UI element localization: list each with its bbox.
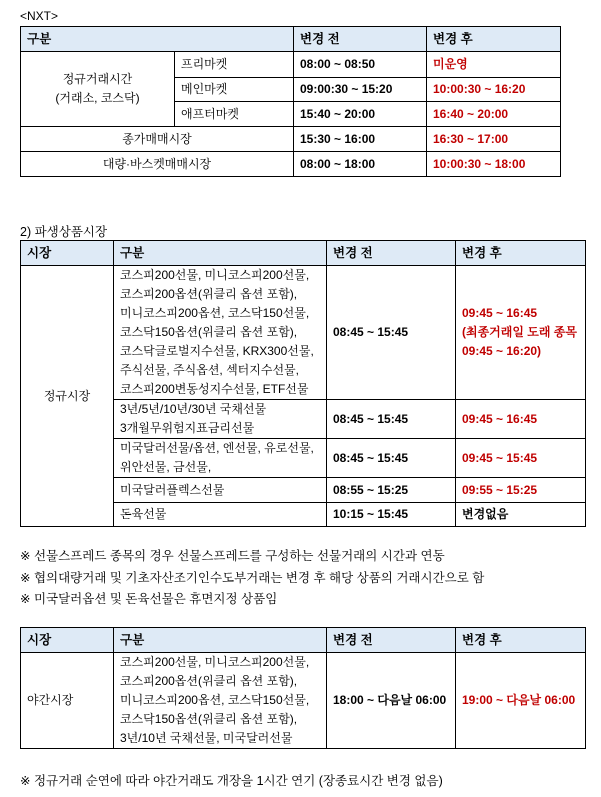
item: 위안선물, 금선물, [120, 460, 212, 474]
item: 코스닥150옵션(위클리 옵션 포함), [120, 712, 298, 726]
table-row [21, 127, 561, 152]
header-category: 구분 [114, 628, 327, 653]
item: 3년/5년/10년/30년 국채선물 [120, 402, 267, 416]
item: 3개월무위험지표금리선물 [120, 421, 255, 435]
item: 주식선물, 주식옵션, 섹터지수선물, [120, 363, 299, 377]
category-items [114, 400, 327, 439]
group-label-line2: (거래소, 코스닥) [55, 91, 140, 105]
table-row [21, 52, 561, 78]
before-value: 15:40 ~ 20:00 [294, 102, 427, 127]
before-value: 15:30 ~ 16:00 [294, 127, 427, 152]
before-value: 18:00 ~ 다음날 06:00 [327, 653, 456, 749]
item: 코스피200선물, 미니코스피200선물, [120, 268, 310, 282]
night-table [20, 627, 586, 749]
sub-name: 애프터마켓 [175, 102, 294, 127]
item: 돈육선물 [120, 507, 167, 521]
derivatives-title: 2) 파생상품시장 [20, 225, 108, 239]
sub-name: 프리마켓 [175, 52, 294, 78]
header-before: 변경 전 [327, 241, 456, 266]
item: 미니코스피200옵션, 코스닥150선물, [120, 306, 310, 320]
item: 코스피200선물, 미니코스피200선물, [120, 655, 310, 669]
header-before: 변경 전 [327, 628, 456, 653]
category-items [114, 478, 327, 503]
item: 코스닥150옵션(위클리 옵션 포함), [120, 325, 298, 339]
item: 미국달러선물/옵션, 엔선물, 유로선물, [120, 441, 314, 455]
category-items [114, 439, 327, 478]
after-value: 16:30 ~ 17:00 [427, 127, 561, 152]
market-name: 정규시장 [21, 266, 114, 527]
after-line: (최종거래일 도래 종목 [462, 325, 577, 339]
header-market: 시장 [21, 241, 114, 266]
item: 미니코스피200옵션, 코스닥150선물, [120, 693, 310, 707]
after-value: 19:00 ~ 다음날 06:00 [456, 653, 586, 749]
after-value [456, 439, 586, 478]
sub-name: 메인마켓 [175, 78, 294, 102]
header-market: 시장 [21, 628, 114, 653]
header-category: 구분 [21, 27, 294, 52]
note: ※ 정규거래 순연에 따라 야간거래도 개장을 1시간 연기 (장종료시간 변경 없음) [20, 774, 443, 788]
after-line: 09:45 ~ 16:45 [462, 306, 538, 320]
before-value: 09:00:30 ~ 15:20 [294, 78, 427, 102]
before-value: 08:45 ~ 15:45 [327, 439, 456, 478]
after-value: 미운영 [427, 52, 561, 78]
after-line: 09:45 ~ 16:45 [462, 411, 538, 426]
item: 3년/10년 국채선물, 미국달러선물 [120, 731, 293, 745]
after-value: 10:00:30 ~ 16:20 [427, 78, 561, 102]
table-header [21, 27, 561, 52]
note: ※ 미국달러옵션 및 돈육선물은 휴면지정 상품임 [20, 592, 278, 606]
group-label [21, 52, 175, 127]
after-line: 09:55 ~ 15:25 [462, 482, 538, 497]
header-after: 변경 후 [456, 628, 586, 653]
item: 코스피200옵션(위클리 옵션 포함), [120, 287, 298, 301]
before-value: 08:45 ~ 15:45 [327, 266, 456, 400]
table-header [21, 241, 586, 266]
before-value: 08:45 ~ 15:45 [327, 400, 456, 439]
before-value: 08:00 ~ 08:50 [294, 52, 427, 78]
after-line: 09:45 ~ 16:20) [462, 344, 542, 358]
group-label-line1: 정규거래시간 [62, 72, 133, 86]
before-value: 10:15 ~ 15:45 [327, 503, 456, 527]
item: 미국달러플렉스선물 [120, 482, 225, 497]
after-value: 10:00:30 ~ 18:00 [427, 152, 561, 177]
after-value [456, 266, 586, 400]
header-after: 변경 후 [456, 241, 586, 266]
header-category: 구분 [114, 241, 327, 266]
item: 코스닥글로벌지수선물, KRX300선물, [120, 344, 314, 358]
nxt-table [20, 26, 561, 177]
item: 코스피200변동성지수선물, ETF선물 [120, 382, 309, 396]
item: 코스피200옵션(위클리 옵션 포함), [120, 674, 298, 688]
after-value: 16:40 ~ 20:00 [427, 102, 561, 127]
table-row [21, 266, 586, 400]
header-before: 변경 전 [294, 27, 427, 52]
category-items [114, 653, 327, 749]
table-header [21, 628, 586, 653]
nxt-title: <NXT> [20, 9, 59, 23]
after-value: 변경없음 [456, 503, 586, 527]
row-name: 종가매매시장 [21, 127, 294, 152]
table-row [21, 653, 586, 749]
category-items [114, 266, 327, 400]
header-after: 변경 후 [427, 27, 561, 52]
after-value [456, 478, 586, 503]
category-items [114, 503, 327, 527]
before-value: 08:55 ~ 15:25 [327, 478, 456, 503]
row-name: 대량·바스켓매매시장 [21, 152, 294, 177]
after-line: 09:45 ~ 15:45 [462, 450, 538, 465]
after-value [456, 400, 586, 439]
note: ※ 협의대량거래 및 기초자산조기인수도부거래는 변경 후 해당 상품의 거래시간으로 함 [20, 571, 485, 585]
before-value: 08:00 ~ 18:00 [294, 152, 427, 177]
market-name: 야간시장 [21, 653, 114, 749]
note: ※ 선물스프레드 종목의 경우 선물스프레드를 구성하는 선물거래의 시간과 연동 [20, 549, 445, 563]
derivatives-table [20, 240, 586, 527]
table-row [21, 152, 561, 177]
